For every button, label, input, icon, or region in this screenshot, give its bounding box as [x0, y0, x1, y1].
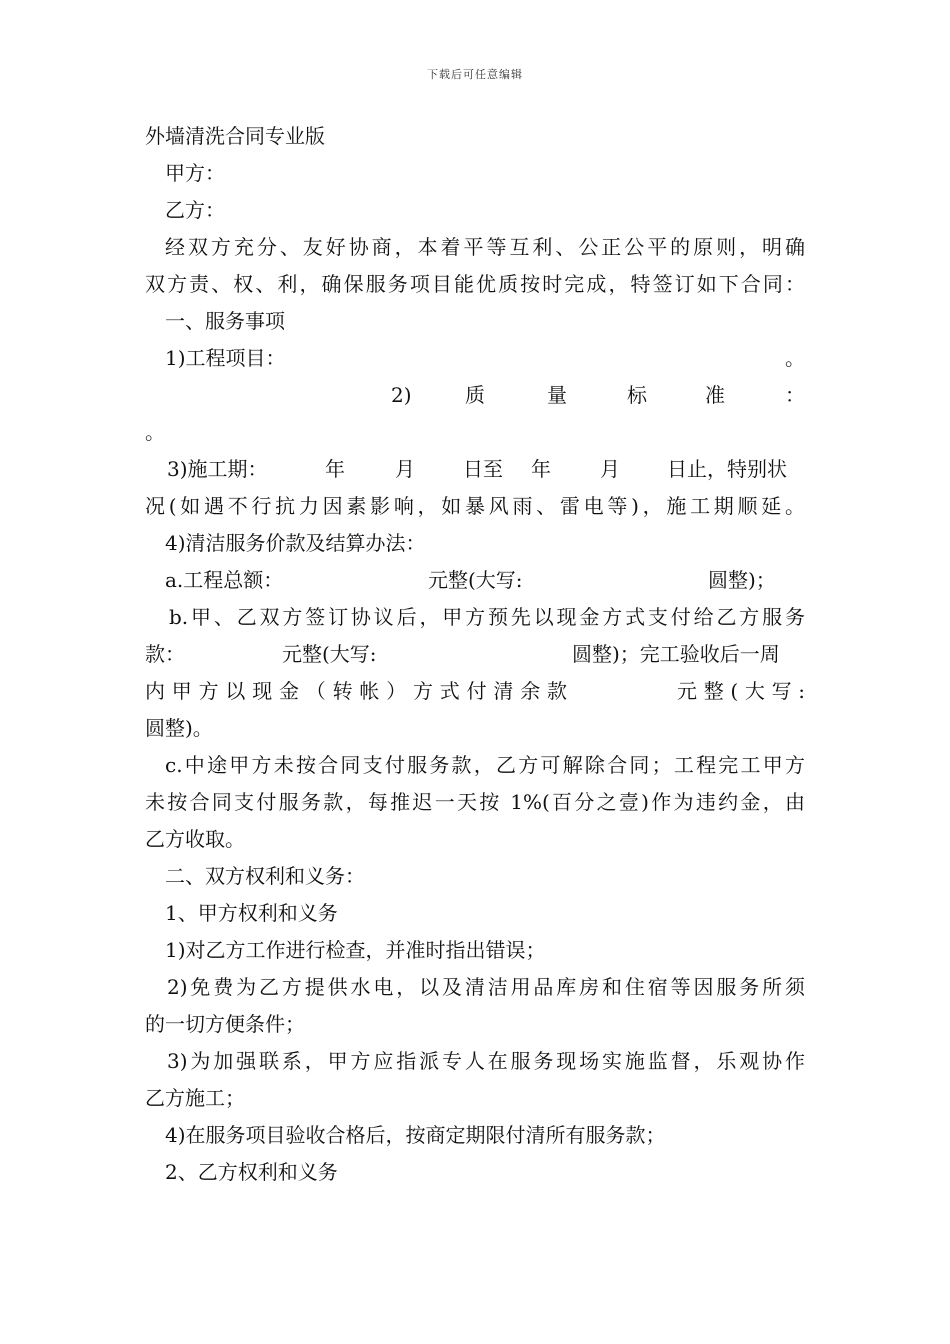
item-2-char: 量 — [547, 383, 567, 407]
item-b-end: 圆整)；完工验收后一周 — [572, 642, 780, 666]
item-b-line-1: b.甲、乙双方签订协议后，甲方预先以现金方式支付给乙方服务 — [169, 605, 805, 629]
item-3-month-2: 月 — [600, 457, 620, 481]
section-1-heading: 一、服务事项 — [165, 309, 285, 333]
item-b-yuan: 元整(大写: — [282, 642, 377, 666]
item-b-line-3 — [145, 673, 805, 710]
item-b-line-4: 圆整)。 — [145, 716, 213, 740]
item-a-label: a.工程总额： — [165, 568, 284, 592]
document-title: 外墙清洗合同专业版 — [145, 124, 325, 148]
intro-line-1: 经双方充分、友好协商，本着平等互利、公正公平的原则，明确 — [165, 235, 805, 259]
item-3-month-1: 月 — [395, 457, 415, 481]
item-c-line-2: 未按合同支付服务款，每推迟一天按 1%(百分之壹)作为违约金，由 — [145, 790, 805, 814]
item-b-yuan-2: 元整(大写: — [677, 679, 805, 703]
party-a-right-2-line-2: 的一切方便条件； — [145, 1012, 305, 1036]
party-a-right-2-line-1: 2)免费为乙方提供水电，以及清洁用品库房和住宿等因服务所须 — [167, 975, 805, 999]
party-a-rights-heading: 1、甲方权利和义务 — [165, 901, 338, 925]
item-3-day-end: 日止，特别状 — [667, 457, 787, 481]
intro-line-2: 双方责、权、利，确保服务项目能优质按时完成，特签订如下合同： — [145, 272, 805, 296]
party-b-line: 乙方： — [165, 198, 225, 222]
item-3-line-2: 况(如遇不行抗力因素影响，如暴风雨、雷电等)，施工期顺延。 — [145, 494, 805, 518]
item-2-char: ： — [785, 383, 805, 407]
item-c-line-3: 乙方收取。 — [145, 827, 245, 851]
item-3-period-line — [145, 451, 805, 488]
item-2-char: 质 — [465, 383, 485, 407]
item-2-quality-line — [145, 377, 805, 414]
contract-body — [145, 118, 805, 1191]
section-2-heading: 二、双方权利和义务： — [165, 864, 365, 888]
item-b-label: 款： — [145, 642, 185, 666]
item-1-project-line — [145, 340, 805, 377]
item-3-day-to: 日至 — [463, 457, 503, 481]
item-2-end-line: 。 — [145, 420, 165, 444]
item-2-number: 2) — [391, 383, 412, 407]
item-2-char: 标 — [627, 383, 647, 407]
item-1-end: 。 — [785, 346, 805, 370]
item-2-char: 准 — [705, 383, 725, 407]
item-a-total-line — [145, 562, 805, 599]
item-a-end: 圆整)； — [708, 568, 776, 592]
item-3-label: 3)施工期： — [167, 457, 268, 481]
item-1-label: 1)工程项目： — [165, 346, 286, 370]
item-b-line-2 — [145, 636, 805, 673]
party-a-right-1: 1)对乙方工作进行检查，并准时指出错误； — [165, 938, 546, 962]
party-a-right-3-line-1: 3)为加强联系，甲方应指派专人在服务现场实施监督，乐观协作 — [167, 1049, 805, 1073]
item-3-year-2: 年 — [531, 457, 551, 481]
party-a-right-3-line-2: 乙方施工； — [145, 1086, 245, 1110]
party-a-line: 甲方： — [165, 161, 225, 185]
item-3-year-1: 年 — [325, 457, 345, 481]
page-header: 下载后可任意编辑 — [427, 68, 523, 81]
item-a-yuan: 元整(大写: — [428, 568, 523, 592]
party-b-rights-heading: 2、乙方权利和义务 — [165, 1160, 338, 1184]
item-4-heading: 4)清洁服务价款及结算办法： — [165, 531, 426, 555]
item-c-line-1: c.中途甲方未按合同支付服务款，乙方可解除合同；工程完工甲方 — [165, 753, 805, 777]
item-b-remaining: 内甲方以现金（转帐）方式付清余款 — [145, 679, 567, 703]
party-a-right-4: 4)在服务项目验收合格后，按商定期限付清所有服务款； — [165, 1123, 666, 1147]
